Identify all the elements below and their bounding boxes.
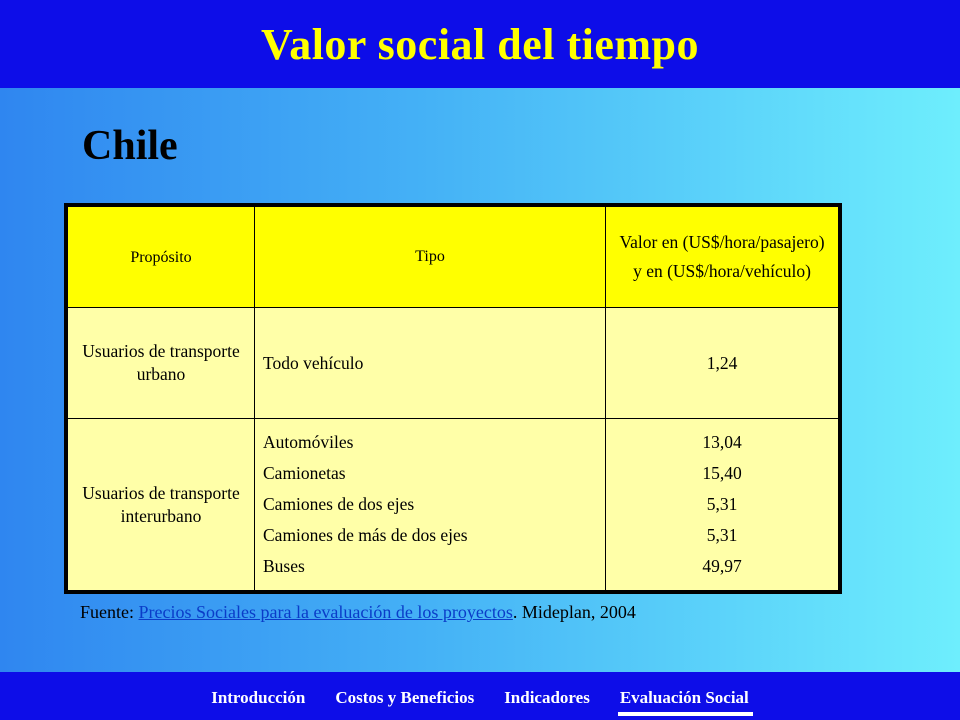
value-table-container <box>64 203 842 594</box>
header-value: Valor en (US$/hora/pasajero) y en (US$/hora/vehículo) <box>606 207 839 308</box>
nav-costos-beneficios[interactable]: Costos y Beneficios <box>335 688 475 707</box>
row-value-list <box>606 419 839 591</box>
row-purpose: Usuarios de transporte urbano <box>68 308 255 419</box>
vehicle-type: Camionetas <box>263 463 346 483</box>
value-table <box>67 206 839 591</box>
header-purpose: Propósito <box>68 207 255 308</box>
vehicle-type: Camiones de más de dos ejes <box>263 525 468 545</box>
vehicle-type: Camiones de dos ejes <box>263 494 415 514</box>
vehicle-value: 5,31 <box>706 494 738 514</box>
row-purpose: Usuarios de transporte interurbano <box>68 419 255 591</box>
table-row <box>68 308 839 419</box>
header-type: Tipo <box>255 207 606 308</box>
row-value: 1,24 <box>606 308 839 419</box>
vehicle-value: 15,40 <box>702 463 742 483</box>
source-suffix: . Mideplan, 2004 <box>512 602 636 622</box>
table-header-row <box>68 207 839 308</box>
source-prefix: Fuente: <box>80 602 139 622</box>
vehicle-type: Automóviles <box>263 432 354 452</box>
slide-title: Valor social del tiempo <box>260 19 700 69</box>
bottom-nav <box>0 672 960 720</box>
row-type-list <box>255 419 606 591</box>
source-link[interactable]: Precios Sociales para la evaluación de los proyectos <box>138 602 513 622</box>
title-bar <box>0 0 960 88</box>
table-row <box>68 419 839 591</box>
vehicle-value: 5,31 <box>706 525 738 545</box>
row-type: Todo vehículo <box>255 308 606 419</box>
country-heading: Chile <box>82 123 178 169</box>
source-note <box>80 602 636 623</box>
nav-indicadores[interactable]: Indicadores <box>504 688 590 707</box>
vehicle-value: 49,97 <box>702 556 742 576</box>
vehicle-value: 13,04 <box>702 432 742 452</box>
nav-introduccion[interactable]: Introducción <box>211 688 306 707</box>
vehicle-type: Buses <box>263 556 305 576</box>
nav-evaluacion-social[interactable]: Evaluación Social <box>619 688 749 707</box>
